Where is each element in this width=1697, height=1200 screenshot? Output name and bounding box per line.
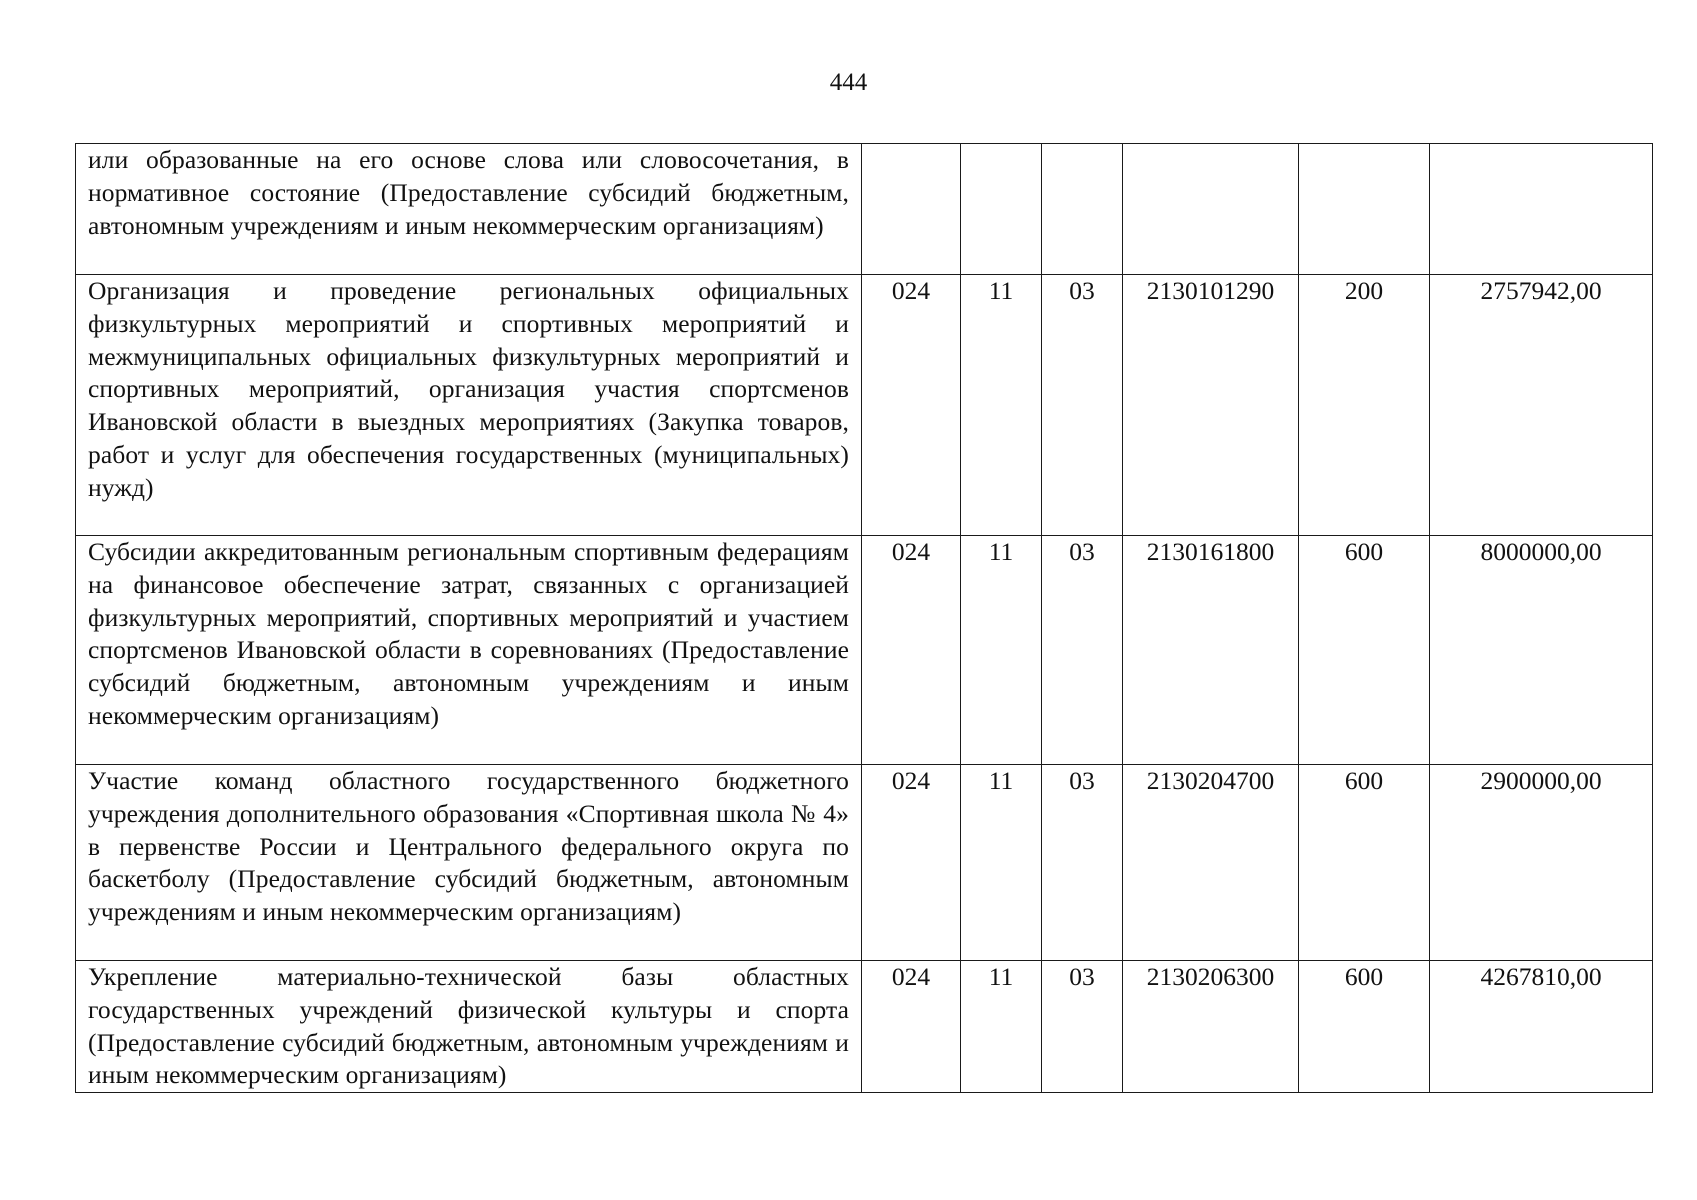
table-row [76, 765, 1653, 961]
amount-cell [1430, 144, 1653, 275]
ministry-code-cell: 024 [862, 275, 961, 536]
ministry-code-cell [862, 144, 961, 275]
row-description: Организация и проведение региональных официальных физкультурных мероприятий и спортивных мероприятий и межмуниципальных официальных физкультурных мероприятий и спортивных мероприятий, организация участия спортсменов Ивановской области в выездных мероприятиях (Закупка товаров, работ и услуг для обеспечения государственных (муниципальных) нужд) [76, 275, 862, 536]
amount-cell: 2757942,00 [1430, 275, 1653, 536]
section-code-cell: 11 [961, 536, 1042, 765]
subsection-code-cell: 03 [1042, 536, 1123, 765]
budget-table [75, 143, 1653, 1093]
amount-cell: 2900000,00 [1430, 765, 1653, 961]
page-number: 444 [829, 69, 868, 96]
row-description: Участие команд областного государственного бюджетного учреждения дополнительного образования «Спортивная школа № 4» в первенстве России и Центрального федерального округа по баскетболу (Предоставление субсидий бюджетным, автономным учреждениям и иным некоммерческим организациям) [76, 765, 862, 961]
table-row [76, 275, 1653, 536]
section-code-cell: 11 [961, 961, 1042, 1093]
table-row [76, 536, 1653, 765]
row-description: Субсидии аккредитованным региональным спортивным федерациям на финансовое обеспечение затрат, связанных с организацией физкультурных мероприятий, спортивных мероприятий и участием спортсменов Ивановской области в соревнованиях (Предоставление субсидий бюджетным, автономным учреждениям и иным некоммерческим организациям) [76, 536, 862, 765]
ministry-code-cell: 024 [862, 536, 961, 765]
subsection-code-cell: 03 [1042, 961, 1123, 1093]
subsection-code-cell: 03 [1042, 765, 1123, 961]
section-code-cell [961, 144, 1042, 275]
target-article-cell [1123, 144, 1299, 275]
table-row [76, 144, 1653, 275]
subsection-code-cell: 03 [1042, 275, 1123, 536]
expense-type-cell: 600 [1299, 961, 1430, 1093]
section-code-cell: 11 [961, 275, 1042, 536]
expense-type-cell: 600 [1299, 536, 1430, 765]
expense-type-cell [1299, 144, 1430, 275]
amount-cell: 8000000,00 [1430, 536, 1653, 765]
subsection-code-cell [1042, 144, 1123, 275]
row-description: Укрепление материально-технической базы областных государственных учреждений физической культуры и спорта (Предоставление субсидий бюджетным, автономным учреждениям и иным некоммерческим организациям) [76, 961, 862, 1093]
target-article-cell: 2130206300 [1123, 961, 1299, 1093]
expense-type-cell: 600 [1299, 765, 1430, 961]
expense-type-cell: 200 [1299, 275, 1430, 536]
ministry-code-cell: 024 [862, 961, 961, 1093]
table-row [76, 961, 1653, 1093]
amount-cell: 4267810,00 [1430, 961, 1653, 1093]
target-article-cell: 2130101290 [1123, 275, 1299, 536]
section-code-cell: 11 [961, 765, 1042, 961]
row-description: или образованные на его основе слова или словосочетания, в нормативное состояние (Предоставление субсидий бюджетным, автономным учреждениям и иным некоммерческим организациям) [76, 144, 862, 275]
target-article-cell: 2130161800 [1123, 536, 1299, 765]
ministry-code-cell: 024 [862, 765, 961, 961]
target-article-cell: 2130204700 [1123, 765, 1299, 961]
